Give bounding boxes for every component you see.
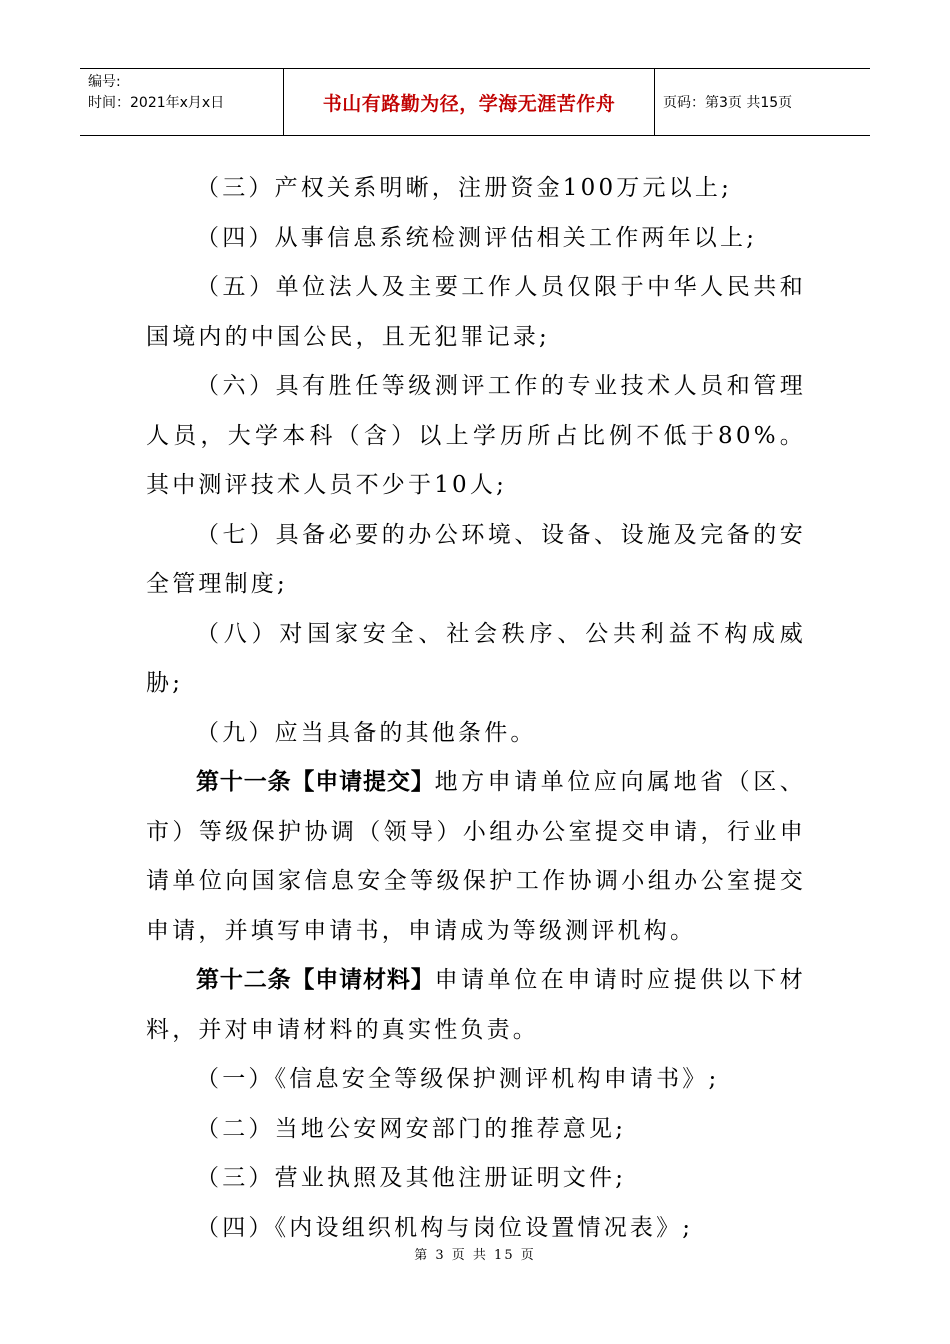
header-meta <box>80 69 284 135</box>
paragraph <box>146 511 806 610</box>
paragraph-text: （二）当地公安网安部门的推荐意见; <box>196 1115 627 1142</box>
article-title: 第十一条【申请提交】 <box>196 769 435 795</box>
header-motto: 书山有路勤为径，学海无涯苦作舟 <box>284 69 655 135</box>
paragraph-text: （四）《内设组织机构与岗位设置情况表》; <box>196 1214 694 1241</box>
paragraph <box>146 610 806 709</box>
paragraph <box>146 1055 806 1105</box>
paragraph-text: （五）单位法人及主要工作人员仅限于中华人民共和国境内的中国公民，且无犯罪记录; <box>146 274 806 350</box>
paragraph <box>146 758 806 956</box>
paragraph <box>146 362 806 511</box>
paragraph-text: （七）具备必要的办公环境、设备、设施及完备的安全管理制度; <box>146 521 806 597</box>
paragraph-text: （六）具有胜任等级测评工作的专业技术人员和管理人员，大学本科（含）以上学历所占比例不低于80%。其中测评技术人员不少于10人; <box>146 373 806 498</box>
page-footer: 第 3 页 共 15 页 <box>414 1248 536 1263</box>
paragraph <box>146 164 806 214</box>
paragraph <box>146 956 806 1055</box>
paragraph-text: （四）从事信息系统检测评估相关工作两年以上; <box>196 224 758 251</box>
paragraph-text: （九）应当具备的其他条件。 <box>196 719 537 746</box>
header-page-info: 页码：第3页 共15页 <box>663 95 793 111</box>
document-time-label: 时间：2021年x月x日 <box>88 95 225 111</box>
paragraph-text: （一）《信息安全等级保护测评机构申请书》; <box>196 1066 720 1092</box>
document-number-label: 编号: <box>88 74 121 90</box>
paragraph-text: （三）产权关系明晰，注册资金100万元以上; <box>196 175 733 201</box>
paragraph <box>146 709 806 759</box>
paragraph <box>146 1154 806 1204</box>
paragraph <box>146 263 806 362</box>
document-body <box>146 164 806 1253</box>
paragraph <box>146 1105 806 1155</box>
paragraph <box>146 214 806 264</box>
paragraph-text: 申请单位在申请时应提供以下材料，并对申请材料的真实性负责。 <box>146 967 806 1043</box>
paragraph-text: （三）营业执照及其他注册证明文件; <box>196 1165 627 1191</box>
paragraph-text: （八）对国家安全、社会秩序、公共利益不构成威胁; <box>146 620 806 696</box>
page-header <box>80 68 870 136</box>
paragraph-text: 地方申请单位应向属地省（区、市）等级保护协调（领导）小组办公室提交申请，行业申请单位向国家信息安全等级保护工作协调小组办公室提交申请，并填写申请书，申请成为等级测评机构。 <box>146 769 806 944</box>
article-title: 第十二条【申请材料】 <box>196 967 435 993</box>
